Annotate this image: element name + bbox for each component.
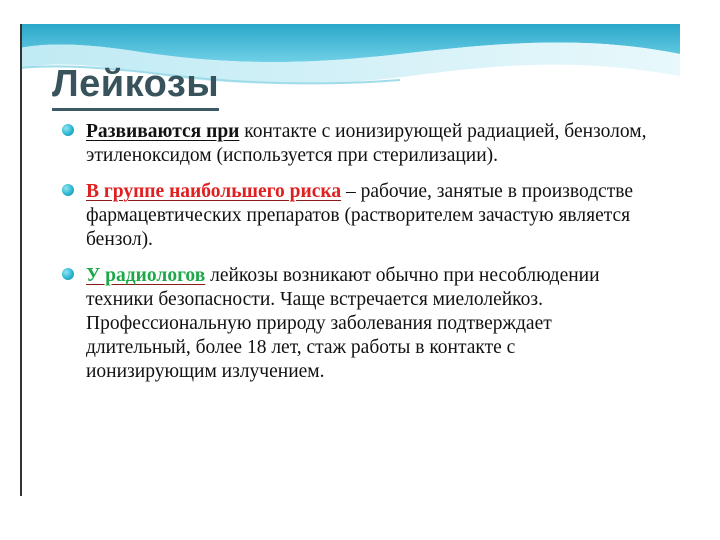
bullet-dot-icon xyxy=(62,184,74,196)
slide-title: Лейкозы xyxy=(52,62,219,111)
bullet-body-text: контакте с ионизирующей радиацией, бензолом, этиленоксидом (используется при стерилизации). xyxy=(86,121,647,166)
slide xyxy=(20,24,680,496)
bullet-lead-text: В группе наибольшего риска xyxy=(86,181,342,202)
list-item xyxy=(60,180,650,252)
bullet-dot-icon xyxy=(62,124,74,136)
list-item xyxy=(60,264,650,384)
bullet-dot-icon xyxy=(62,268,74,280)
bullet-body-text: лейкозы возникают обычно при несоблюдении техники безопасности. Чаще встречается миелолейкоз. Профессиональную природу заболевания подтверждает длительный, более 18 лет, стаж работы в контакте с ионизирующим излучением. xyxy=(86,265,600,382)
list-item xyxy=(60,120,650,168)
bullet-list xyxy=(60,120,650,396)
bullet-body-text: – рабочие, занятые в производстве фармацевтических препаратов (растворителем зачастую является бензол). xyxy=(86,181,633,250)
bullet-lead-text: Развиваются при xyxy=(86,121,240,142)
slide-left-border xyxy=(20,24,22,496)
bullet-lead-text: У радиологов xyxy=(86,265,206,286)
